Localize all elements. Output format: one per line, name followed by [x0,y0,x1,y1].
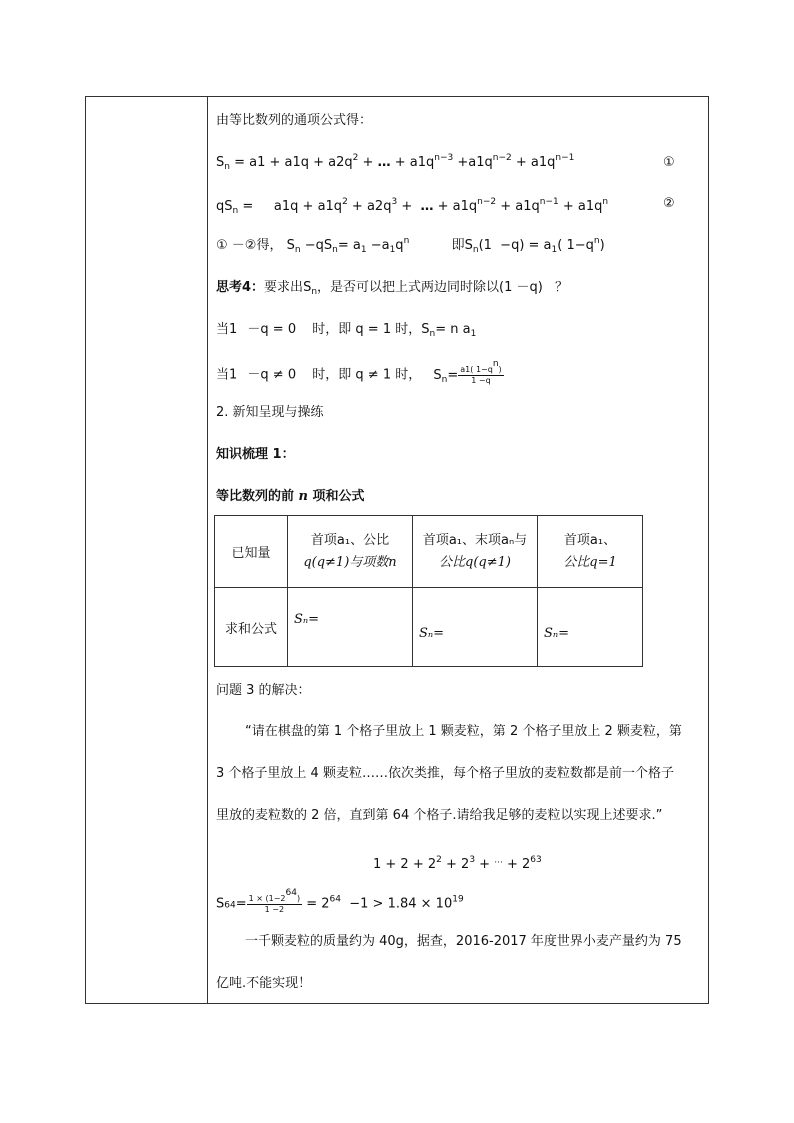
quote-line-3: 里放的麦粒数的 2 倍，直到第 64 个格子.请给我足够的麦粒以实现上述要求.” [216,808,663,823]
row-formula-label: 求和公式 [215,588,288,667]
equation-marker-2: ② [663,196,675,211]
s64-result: S64= $\frac{1 \times (1-2^{64})}{1 -2}$ = $2^{64} -1 > 1.84 \times 10^{19}$ [216,888,464,914]
case2-suffix: 时， [395,367,422,383]
case1-mid: 时，即 [312,322,352,337]
quote-line-1: “请在棋盘的第 1 个格子里放上 1 颗麦粒，第 2 个格子里放上 2 颗麦粒，第 [245,724,682,739]
geometric-series: $1 + 2 + 2^2 + 2^3 + ^{\cdot\cdot\cdot} + 2^{63}$ [373,855,542,872]
problem-3-heading: 问题 3 的解决： [216,683,311,698]
qsn-equation: $qS_n$ = $a1q + a1q^2 + a2q^3$ + … + $a1q^{n-2} + a1q^{n-1} + a1q^n$ [216,197,609,216]
think-text-3: －q) [516,280,543,295]
sum-formula-fraction: $\frac{a1( 1-q^n)}{1 -q}$ [460,359,502,385]
equation-marker-1: ① [663,155,675,170]
think-question-mark: ？ [555,280,569,295]
sn-equation: $S_n = a1 + a1q + a2q^2$ + … + $a1q^{n-3} +a1q^{n-2} + a1q^{n-1}$ [216,153,575,172]
ji-label: 即 [451,238,465,253]
case1-prefix: 当1 [216,322,238,337]
col3-header: 首项a₁、 公比q=1 [538,516,643,588]
case1-q: q = 1 [355,322,392,337]
mass-line-2: 亿吨.不能实现！ [216,976,312,991]
case2-condition: －q ≠ 0 [247,367,297,383]
mass-line-1: 一千颗麦粒的质量约为 40g，据查，2016-2017 年度世界小麦产量约为 75 [245,934,682,949]
case2-q: q ≠ 1 [355,367,392,383]
knowledge-title: 知识梳理 1： [216,447,295,462]
subtraction-label: ① －②得， [216,238,283,253]
formula-title-n: n [298,489,308,504]
formula-title-part1: 等比数列的前 [216,489,295,504]
sum-formula-table [214,515,643,667]
formula-title-part2: 项和公式 [312,489,365,504]
header-known-cell: 已知量 [215,516,288,588]
case2-mid: 时，即 [312,367,352,383]
intro-text: 由等比数列的通项公式得： [216,113,373,128]
case2-prefix: 当1 [216,367,238,383]
subtraction-line: ① －②得， $S_n -qS_n= a_1 -a_1q^n$ 即$S_n(1 -q) = a_1$( $1-q^n$) [216,236,605,255]
formula-title [216,489,365,505]
col1-header: 首项a₁、公比 q(q≠1)与项数n [288,516,413,588]
col2-header: 首项a₁、末项aₙ与 公比q(q≠1) [413,516,538,588]
formula-cell-1: Sₙ= [288,588,413,667]
case1-suffix: 时， [395,322,422,337]
think-text: 要求出 [264,280,304,295]
formula-cell-2: Sₙ= [413,588,538,667]
case1-condition: －q = 0 [247,322,297,337]
case-q-not-1: 当1 －q ≠ 0 时，即 q ≠ 1 时， $S_n=$ $\frac{a1( 1-q^n)}{1 -q}$ [216,359,502,385]
section-2-heading: 2. 新知呈现与操练 [216,405,324,420]
think-label: 思考4： [216,280,265,295]
column-divider [207,96,208,1004]
case-q-equals-1: 当1 －q = 0 时，即 q = 1 时，$S_n= n$ $a_1$ [216,322,477,339]
think-question: 思考4：要求出$S_n$，是否可以把上式两边同时除以(1 －q) ？ [216,280,569,297]
quote-line-2: 3 个格子里放上 4 颗麦粒……依次类推，每个格子里放的麦粒数都是前一个格子 [216,766,674,781]
think-text-2: ，是否可以把上式两边同时除以(1 [317,280,513,295]
formula-cell-3: Sₙ= [538,588,643,667]
